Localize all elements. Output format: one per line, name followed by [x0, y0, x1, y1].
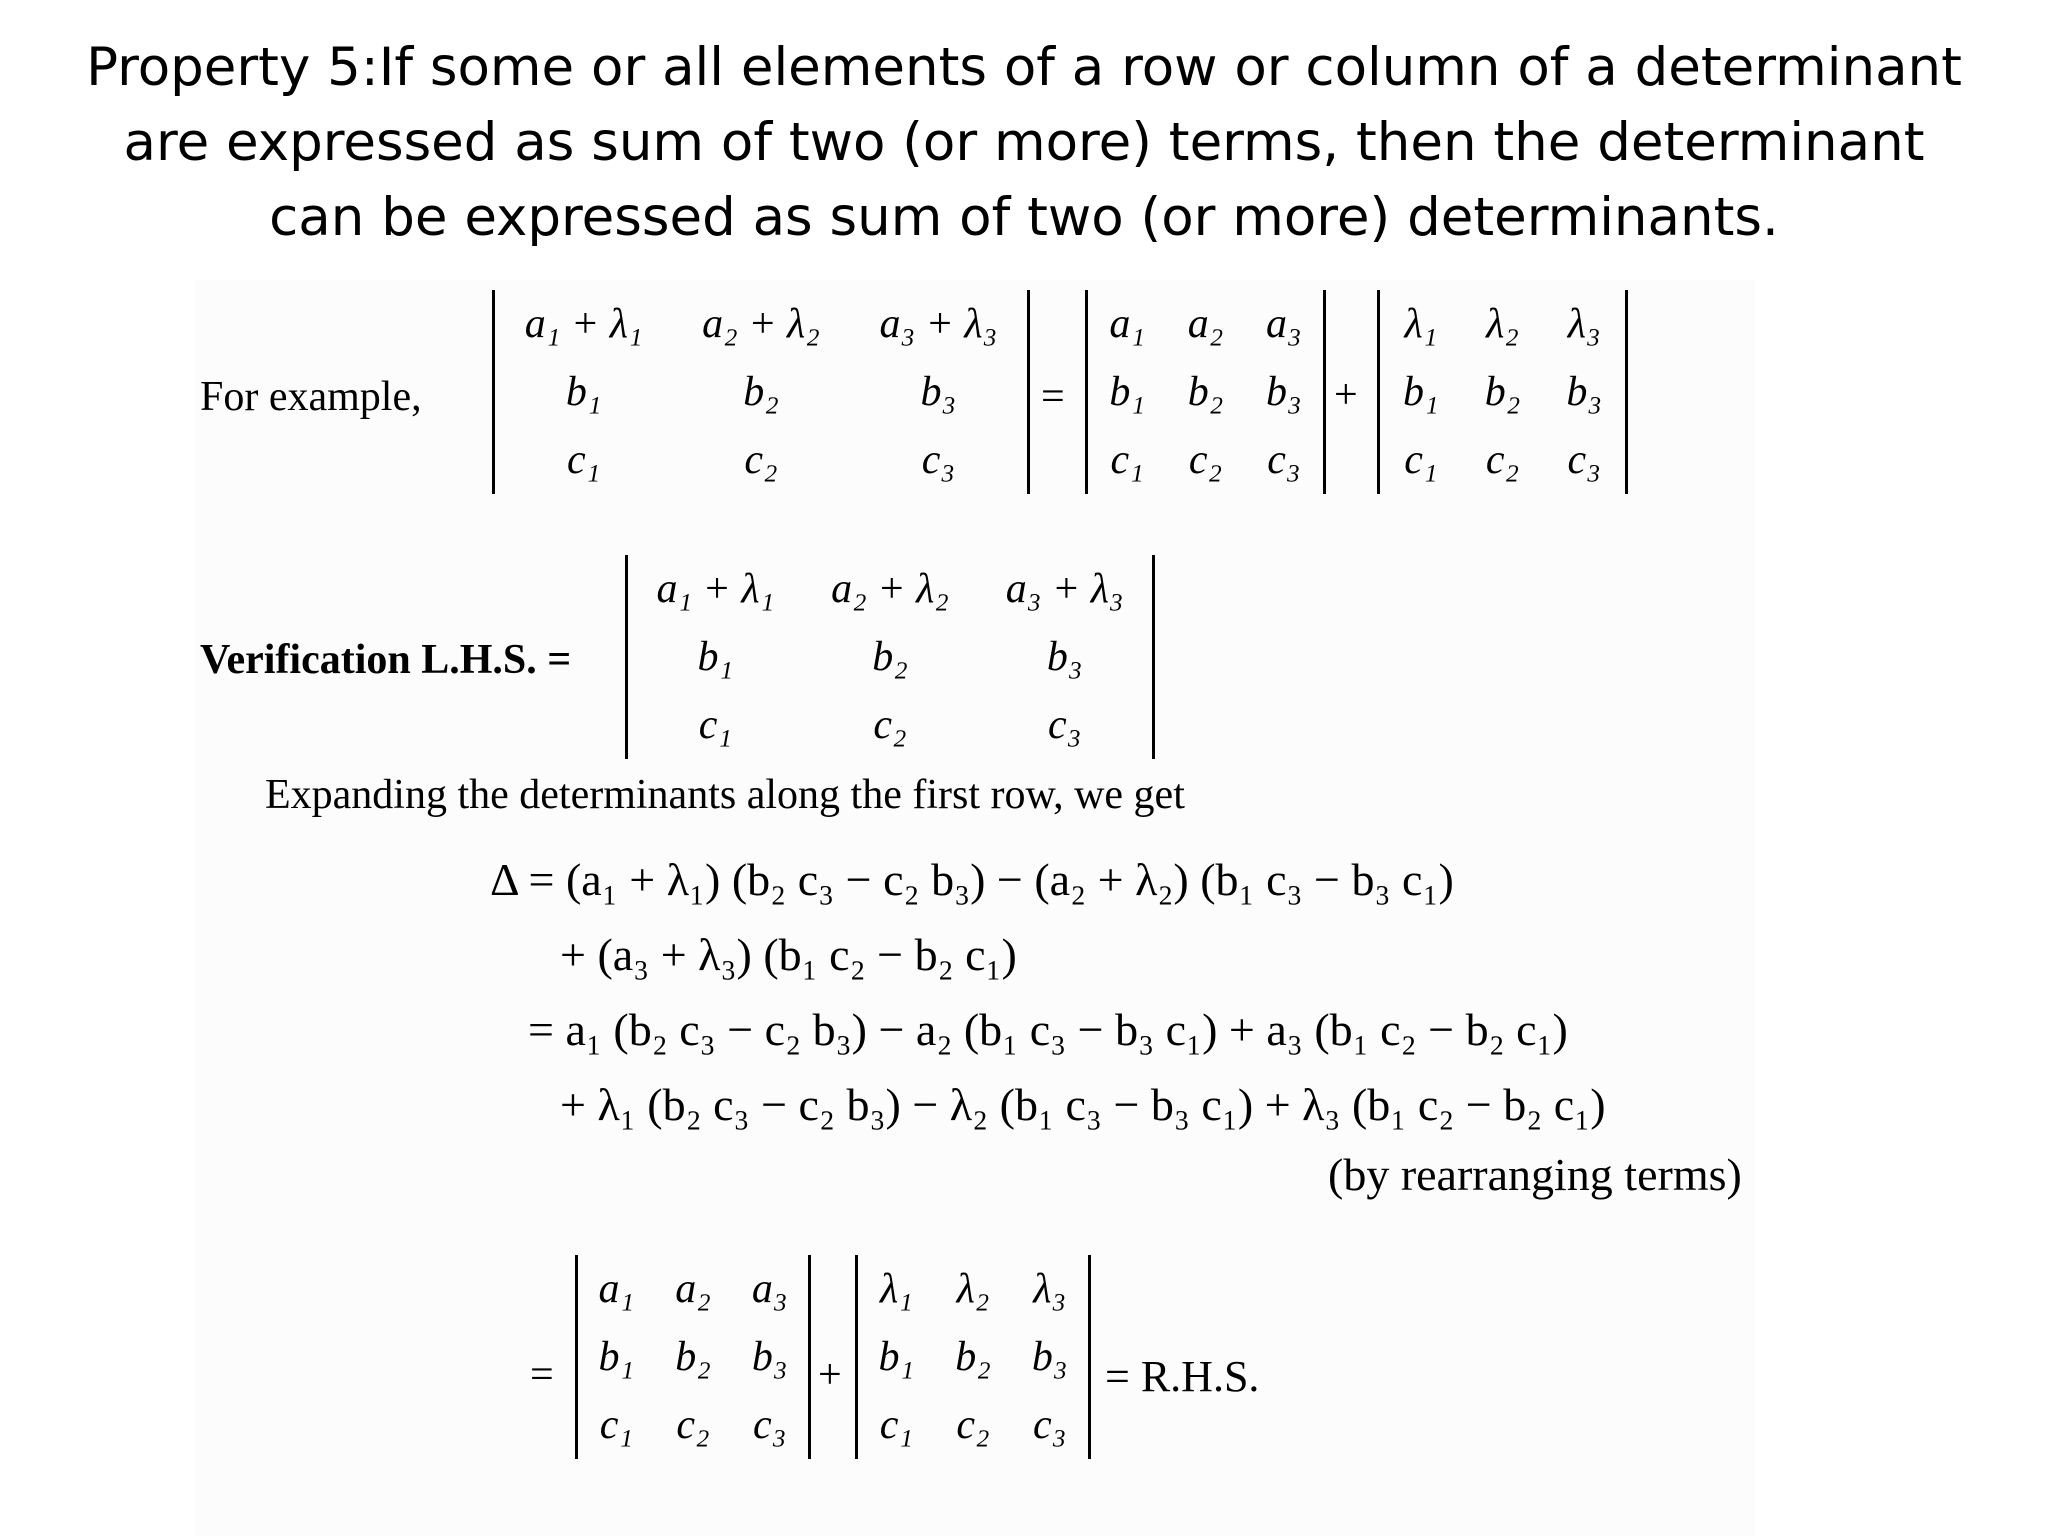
determinant-entry: c₁ — [1110, 437, 1144, 483]
determinant-entry: a₂ + λ₂ — [702, 301, 820, 347]
determinant-entry: b₂ — [1484, 369, 1521, 415]
determinant-entry: c₃ — [1267, 437, 1301, 483]
determinant-entry: b₂ — [743, 369, 779, 415]
determinant-entry: a₃ — [1266, 301, 1302, 347]
determinant-row — [628, 623, 1152, 691]
example-rhs-determinant-2 — [1377, 290, 1628, 494]
determinant-entry: λ₁ — [1404, 301, 1438, 347]
determinant-entry: b₁ — [1109, 369, 1145, 415]
determinant-entry: c₂ — [1188, 437, 1223, 483]
determinant-entry: c₁ — [1404, 437, 1438, 483]
expanding-text: Expanding the determinants along the first row, we get — [265, 772, 1185, 818]
determinant-entry: c₁ — [599, 1402, 633, 1448]
example-plus-sign: + — [1334, 372, 1358, 418]
expansion-line-4: + λ₁ (b₂ c₃ − c₂ b₃) − λ₂ (b₁ c₃ − b₃ c₁) + λ₃ (b₁ c₂ − b₂ c₁) — [560, 1079, 1606, 1130]
determinant-row — [578, 1255, 808, 1323]
determinant-entry: c₁ — [567, 437, 601, 483]
determinant-entry: c₃ — [1048, 702, 1082, 748]
determinant-row — [628, 555, 1152, 623]
determinant-entry: b₃ — [1031, 1334, 1068, 1380]
title-line-1: Property 5:If some or all elements of a row or column of a determinant — [86, 37, 1962, 98]
determinant-entry: b₂ — [1187, 369, 1224, 415]
determinant-row — [628, 691, 1152, 759]
determinant-entry: b₂ — [955, 1334, 991, 1380]
determinant-entry: a₂ — [1187, 301, 1224, 347]
example-rhs-determinant-1 — [1085, 290, 1326, 494]
determinant-entry: c₂ — [676, 1402, 710, 1448]
determinant-entry: b₁ — [697, 634, 734, 680]
determinant-row — [495, 426, 1027, 494]
determinant-entry: c₂ — [744, 437, 778, 483]
determinant-entry: a₁ + λ₁ — [656, 566, 775, 612]
determinant-entry: c₁ — [879, 1402, 913, 1448]
determinant-entry: b₁ — [878, 1334, 915, 1380]
determinant-entry: a₃ + λ₃ — [1005, 566, 1124, 612]
determinant-entry: c₂ — [1485, 437, 1520, 483]
final-plus-sign: + — [818, 1352, 842, 1398]
determinant-row — [858, 1323, 1088, 1391]
determinant-row — [1380, 358, 1625, 426]
title-line-3: can be expressed as sum of two (or more) determinants. — [269, 187, 1779, 248]
determinant-entry: c₂ — [873, 702, 907, 748]
determinant-row — [1088, 290, 1323, 358]
determinant-row — [1088, 358, 1323, 426]
rearranging-note: (by rearranging terms) — [1328, 1149, 1742, 1200]
determinant-entry: b₃ — [1046, 634, 1083, 680]
determinant-entry: a₃ + λ₃ — [879, 301, 998, 347]
rhs-label: = R.H.S. — [1105, 1352, 1260, 1401]
example-label: For example, — [200, 374, 422, 420]
determinant-entry: c₃ — [921, 437, 955, 483]
determinant-entry: c₂ — [956, 1402, 990, 1448]
verification-label: Verification L.H.S. = — [200, 637, 572, 683]
determinant-entry: c₃ — [1567, 437, 1601, 483]
determinant-entry: a₂ + λ₂ — [831, 566, 949, 612]
determinant-entry: a₁ — [598, 1266, 635, 1312]
slide-title — [60, 30, 1988, 255]
expansion-line-1: Δ = (a₁ + λ₁) (b₂ c₃ − c₂ b₃) − (a₂ + λ₂) (b₁ c₃ − b₃ c₁) — [490, 854, 1454, 905]
expansion-line-3: = a₁ (b₂ c₃ − c₂ b₃) − a₂ (b₁ c₃ − b₃ c₁) + a₃ (b₁ c₂ − b₂ c₁) — [528, 1004, 1568, 1055]
determinant-entry: c₃ — [753, 1402, 787, 1448]
title-line-2: are expressed as sum of two (or more) terms, then the determinant — [123, 112, 1925, 173]
determinant-row — [1380, 426, 1625, 494]
determinant-entry: b₃ — [1266, 369, 1302, 415]
example-equals-sign: = — [1041, 374, 1065, 420]
determinant-entry: λ₃ — [1033, 1266, 1067, 1312]
determinant-entry: b₃ — [751, 1334, 788, 1380]
determinant-entry: a₃ — [751, 1266, 788, 1312]
determinant-entry: b₂ — [872, 634, 908, 680]
determinant-entry: b₁ — [565, 369, 602, 415]
determinant-entry: a₁ + λ₁ — [524, 301, 643, 347]
determinant-entry: b₂ — [675, 1334, 711, 1380]
determinant-entry: b₃ — [920, 369, 957, 415]
determinant-entry: λ₃ — [1567, 301, 1601, 347]
determinant-entry: c₃ — [1033, 1402, 1067, 1448]
determinant-entry: b₁ — [1403, 369, 1439, 415]
determinant-row — [1088, 426, 1323, 494]
determinant-row — [495, 358, 1027, 426]
determinant-entry: c₁ — [698, 702, 732, 748]
determinant-row — [858, 1391, 1088, 1459]
expansion-line-2: + (a₃ + λ₃) (b₁ c₂ − b₂ c₁) — [560, 929, 1017, 980]
determinant-entry: λ₁ — [879, 1266, 913, 1312]
determinant-row — [578, 1323, 808, 1391]
determinant-entry: a₁ — [1109, 301, 1145, 347]
determinant-row — [1380, 290, 1625, 358]
final-determinant-2 — [855, 1255, 1091, 1459]
verification-lhs-determinant — [625, 555, 1155, 759]
final-determinant-1 — [575, 1255, 811, 1459]
determinant-entry: λ₂ — [956, 1266, 990, 1312]
determinant-entry: b₃ — [1566, 369, 1602, 415]
determinant-entry: λ₂ — [1486, 301, 1519, 347]
determinant-row — [495, 290, 1027, 358]
determinant-row — [578, 1391, 808, 1459]
determinant-entry: b₁ — [598, 1334, 635, 1380]
final-equals-sign: = — [530, 1352, 554, 1398]
determinant-row — [858, 1255, 1088, 1323]
example-lhs-determinant — [492, 290, 1030, 494]
determinant-entry: a₂ — [675, 1266, 711, 1312]
